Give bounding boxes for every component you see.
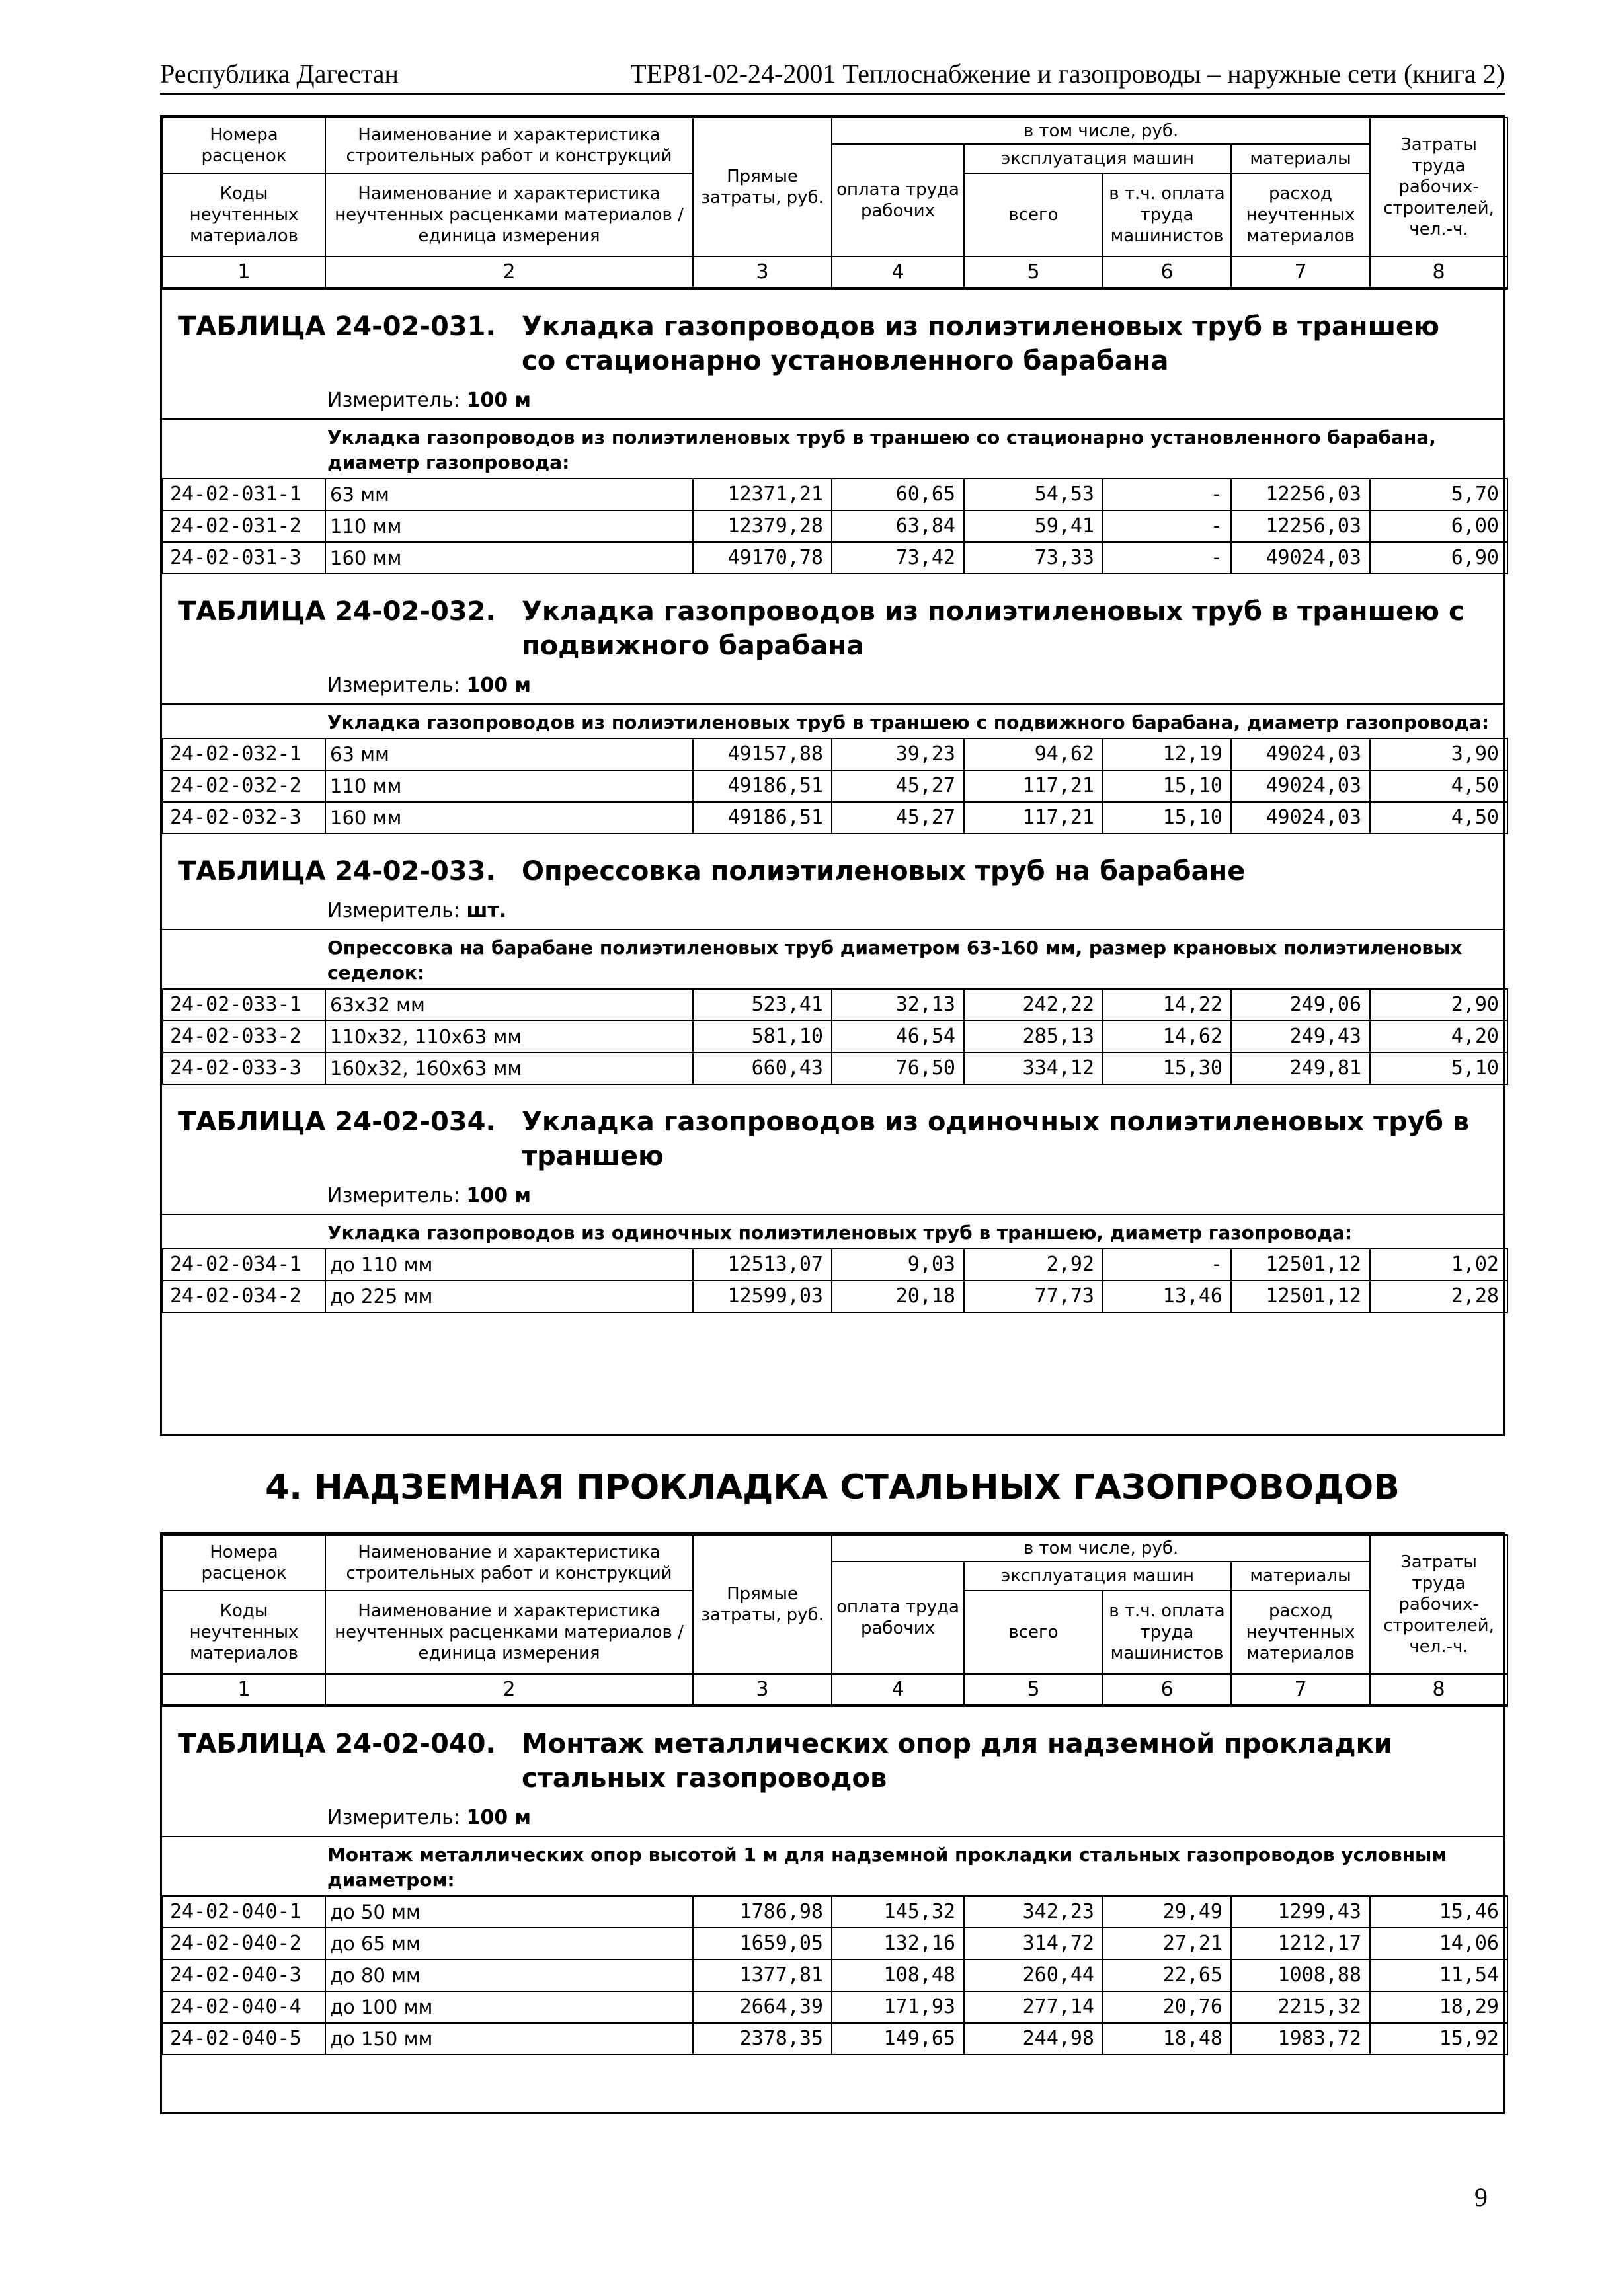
page-header: [160, 56, 1505, 95]
price-table-section: [162, 834, 1503, 1085]
column-number: 4: [832, 1674, 964, 1706]
rate-name: до 100 мм: [325, 1991, 693, 2023]
rate-value: 59,41: [964, 510, 1103, 542]
rate-value: 4,50: [1370, 802, 1507, 834]
rate-value: 15,46: [1370, 1896, 1507, 1928]
rate-value: 581,10: [693, 1021, 832, 1052]
measure-value: 100 м: [466, 1184, 532, 1207]
rates-table: [162, 1248, 1508, 1313]
rate-value: 12,19: [1103, 738, 1231, 770]
column-number: 4: [832, 257, 964, 288]
rate-value: 29,49: [1103, 1896, 1231, 1928]
column-header-table: [162, 1534, 1508, 1707]
section-title: [162, 834, 1503, 889]
rate-value: 77,73: [964, 1281, 1103, 1312]
header-material-usage: расход неучтенных материалов: [1231, 1591, 1370, 1674]
work-description: Укладка газопроводов из полиэтиленовых труб в траншею со стационарно установленного барабана, диаметр газопровода:: [162, 418, 1503, 478]
rate-value: 14,22: [1103, 989, 1231, 1021]
column-number: 7: [1231, 1674, 1370, 1706]
header-machine-total: всего: [964, 173, 1103, 257]
measure-label: Измеритель:: [327, 1806, 460, 1829]
header-machinist-pay: в т.ч. оплата труда машинистов: [1103, 1591, 1231, 1674]
rate-name: 63 мм: [325, 479, 693, 510]
rate-value: 285,13: [964, 1021, 1103, 1052]
rate-value: 249,43: [1231, 1021, 1370, 1052]
rate-name: до 65 мм: [325, 1928, 693, 1960]
table-header-slot: [162, 117, 1503, 290]
rate-value: 342,23: [964, 1896, 1103, 1928]
rate-name: до 150 мм: [325, 2023, 693, 2055]
measure-label: Измеритель:: [327, 389, 460, 412]
rate-code: 24-02-040-3: [163, 1960, 325, 1991]
header-work-name: Наименование и характеристика строительных работ и конструкций: [325, 1535, 693, 1591]
table-row: [163, 1960, 1507, 1991]
rate-name: 110 мм: [325, 770, 693, 802]
rate-value: 12379,28: [693, 510, 832, 542]
header-labor-costs: Затраты труда рабочих-строителей, чел.-ч.: [1370, 118, 1507, 257]
rates-table: [162, 478, 1508, 574]
rates-table: [162, 988, 1508, 1085]
column-number: 8: [1370, 257, 1507, 288]
table-row: [163, 1281, 1507, 1312]
table-code: ТАБЛИЦА 24-02-031.: [178, 311, 496, 342]
rate-value: 27,21: [1103, 1928, 1231, 1960]
rate-value: 15,92: [1370, 2023, 1507, 2055]
column-header-table: [162, 117, 1508, 290]
rate-name: 160 мм: [325, 542, 693, 574]
table-row: [163, 2023, 1507, 2055]
rate-value: 249,81: [1231, 1052, 1370, 1084]
rate-value: 5,70: [1370, 479, 1507, 510]
rate-value: 94,62: [964, 738, 1103, 770]
rate-value: 14,62: [1103, 1021, 1231, 1052]
work-description: Опрессовка на барабане полиэтиленовых труб диаметром 63-160 мм, размер крановых полиэтиленовых седелок:: [162, 929, 1503, 988]
rate-value: 108,48: [832, 1960, 964, 1991]
rate-value: 277,14: [964, 1991, 1103, 2023]
rate-value: 54,53: [964, 479, 1103, 510]
measure-unit: [162, 378, 1503, 418]
measure-unit: [162, 889, 1503, 929]
table-row: [163, 989, 1507, 1021]
rate-name: 63x32 мм: [325, 989, 693, 1021]
header-work-name: Наименование и характеристика строительных работ и конструкций: [325, 118, 693, 173]
section-title: [162, 1707, 1503, 1796]
table-row: [163, 770, 1507, 802]
rate-value: 314,72: [964, 1928, 1103, 1960]
table-title: Опрессовка полиэтиленовых труб на барабане: [522, 856, 1246, 887]
rate-value: 1983,72: [1231, 2023, 1370, 2055]
rate-value: -: [1103, 510, 1231, 542]
section-title: [162, 290, 1503, 378]
column-number: 3: [693, 257, 832, 288]
rate-value: 76,50: [832, 1052, 964, 1084]
rate-value: 12501,12: [1231, 1249, 1370, 1281]
header-document-title: ТЕР81-02-24-2001 Теплоснабжение и газопроводы – наружные сети (книга 2): [630, 59, 1505, 89]
table-code: ТАБЛИЦА 24-02-032.: [178, 596, 496, 627]
rate-value: 12513,07: [693, 1249, 832, 1281]
measure-value: 100 м: [466, 389, 532, 412]
rate-value: -: [1103, 479, 1231, 510]
rate-value: 49186,51: [693, 802, 832, 834]
price-table-frame-2: [160, 1532, 1505, 2114]
header-worker-pay: оплата труда рабочих: [832, 1562, 964, 1674]
table-row: [163, 1021, 1507, 1052]
rate-value: 6,00: [1370, 510, 1507, 542]
header-including: в том числе, руб.: [832, 118, 1370, 144]
rate-name: 110x32, 110x63 мм: [325, 1021, 693, 1052]
table-title: Укладка газопроводов из полиэтиленовых труб в траншею с подвижного барабана: [522, 596, 1464, 661]
rate-value: 20,76: [1103, 1991, 1231, 2023]
rate-name: 160 мм: [325, 802, 693, 834]
column-number: 1: [163, 1674, 325, 1706]
table-row: [163, 1928, 1507, 1960]
rate-value: 2664,39: [693, 1991, 832, 2023]
rate-value: 117,21: [964, 770, 1103, 802]
rate-value: 4,20: [1370, 1021, 1507, 1052]
header-material-name: Наименование и характеристика неучтенных расценками материалов / единица измерения: [325, 1591, 693, 1674]
rate-value: 45,27: [832, 802, 964, 834]
rate-value: 12256,03: [1231, 510, 1370, 542]
price-table-section: [162, 1085, 1503, 1313]
rate-code: 24-02-034-2: [163, 1281, 325, 1312]
header-material-name: Наименование и характеристика неучтенных расценками материалов / единица измерения: [325, 173, 693, 257]
rate-value: 1377,81: [693, 1960, 832, 1991]
work-description: Укладка газопроводов из полиэтиленовых труб в траншею с подвижного барабана, диаметр газопровода:: [162, 703, 1503, 738]
header-worker-pay: оплата труда рабочих: [832, 144, 964, 257]
rate-value: 145,32: [832, 1896, 964, 1928]
work-description: Монтаж металлических опор высотой 1 м для надземной прокладки стальных газопроводов условным диаметром:: [162, 1836, 1503, 1895]
rate-value: 18,48: [1103, 2023, 1231, 2055]
header-direct-costs: Прямые затраты, руб.: [693, 1535, 832, 1674]
rate-value: 2,92: [964, 1249, 1103, 1281]
measure-unit: [162, 1173, 1503, 1214]
rate-name: до 80 мм: [325, 1960, 693, 1991]
table-title: Укладка газопроводов из полиэтиленовых труб в траншею со стационарно установленного барабана: [522, 311, 1440, 376]
rate-value: 149,65: [832, 2023, 964, 2055]
rate-value: 171,93: [832, 1991, 964, 2023]
rate-value: 2,28: [1370, 1281, 1507, 1312]
rate-code: 24-02-033-3: [163, 1052, 325, 1084]
column-number: 5: [964, 257, 1103, 288]
rate-value: 15,30: [1103, 1052, 1231, 1084]
rate-name: до 50 мм: [325, 1896, 693, 1928]
rate-value: 13,46: [1103, 1281, 1231, 1312]
header-material-usage: расход неучтенных материалов: [1231, 173, 1370, 257]
measure-label: Измеритель:: [327, 1184, 460, 1207]
rate-value: 1299,43: [1231, 1896, 1370, 1928]
header-including: в том числе, руб.: [832, 1535, 1370, 1562]
table-row: [163, 1052, 1507, 1084]
rate-value: 32,13: [832, 989, 964, 1021]
table-row: [163, 1991, 1507, 2023]
rate-value: 15,10: [1103, 802, 1231, 834]
rates-table: [162, 738, 1508, 834]
rate-value: 9,03: [832, 1249, 964, 1281]
table-row: [163, 1249, 1507, 1281]
rate-value: 1,02: [1370, 1249, 1507, 1281]
rate-name: 110 мм: [325, 510, 693, 542]
rate-value: 11,54: [1370, 1960, 1507, 1991]
measure-label: Измеритель:: [327, 674, 460, 697]
rate-value: 39,23: [832, 738, 964, 770]
rate-value: 242,22: [964, 989, 1103, 1021]
rate-value: 46,54: [832, 1021, 964, 1052]
rate-code: 24-02-040-5: [163, 2023, 325, 2055]
measure-unit: [162, 1796, 1503, 1836]
rate-value: 334,12: [964, 1052, 1103, 1084]
rate-value: 49186,51: [693, 770, 832, 802]
table-header-slot: [162, 1534, 1503, 1707]
rate-value: 132,16: [832, 1928, 964, 1960]
rate-value: 6,90: [1370, 542, 1507, 574]
measure-value: шт.: [466, 899, 507, 922]
sections-container-1: [162, 290, 1503, 1313]
header-rate-number: Номера расценок: [163, 118, 325, 173]
rate-value: 18,29: [1370, 1991, 1507, 2023]
rate-value: -: [1103, 1249, 1231, 1281]
header-region: Республика Дагестан: [160, 59, 399, 89]
rate-value: 117,21: [964, 802, 1103, 834]
header-labor-costs: Затраты труда рабочих-строителей, чел.-ч.: [1370, 1535, 1507, 1674]
header-machinist-pay: в т.ч. оплата труда машинистов: [1103, 173, 1231, 257]
table-row: [163, 510, 1507, 542]
header-direct-costs: Прямые затраты, руб.: [693, 118, 832, 257]
column-number: 3: [693, 1674, 832, 1706]
rate-code: 24-02-031-2: [163, 510, 325, 542]
rate-value: 1786,98: [693, 1896, 832, 1928]
header-materials: материалы: [1231, 144, 1370, 173]
rate-value: 523,41: [693, 989, 832, 1021]
table-title: Монтаж металлических опор для надземной прокладки стальных газопроводов: [522, 1729, 1392, 1794]
header-machine-total: всего: [964, 1591, 1103, 1674]
rate-value: 2378,35: [693, 2023, 832, 2055]
rate-value: 14,06: [1370, 1928, 1507, 1960]
column-number: 7: [1231, 257, 1370, 288]
rate-value: 12256,03: [1231, 479, 1370, 510]
rate-value: 2215,32: [1231, 1991, 1370, 2023]
work-description: Укладка газопроводов из одиночных полиэтиленовых труб в траншею, диаметр газопровода:: [162, 1214, 1503, 1248]
rate-value: 22,65: [1103, 1960, 1231, 1991]
rate-value: 1008,88: [1231, 1960, 1370, 1991]
rate-value: 60,65: [832, 479, 964, 510]
rate-code: 24-02-040-4: [163, 1991, 325, 2023]
table-row: [163, 738, 1507, 770]
header-machine-operation: эксплуатация машин: [964, 1562, 1231, 1591]
column-number: 6: [1103, 257, 1231, 288]
section-title: [162, 574, 1503, 663]
rate-value: 3,90: [1370, 738, 1507, 770]
rate-value: 12599,03: [693, 1281, 832, 1312]
rate-value: 49170,78: [693, 542, 832, 574]
rate-name: до 225 мм: [325, 1281, 693, 1312]
price-table-section: [162, 290, 1503, 574]
rate-value: 660,43: [693, 1052, 832, 1084]
column-number: 2: [325, 257, 693, 288]
rate-name: до 110 мм: [325, 1249, 693, 1281]
rate-value: 73,33: [964, 542, 1103, 574]
rate-code: 24-02-032-1: [163, 738, 325, 770]
rate-value: 2,90: [1370, 989, 1507, 1021]
rate-value: 5,10: [1370, 1052, 1507, 1084]
column-number: 1: [163, 257, 325, 288]
rate-code: 24-02-032-3: [163, 802, 325, 834]
table-code: ТАБЛИЦА 24-02-033.: [178, 856, 496, 887]
rate-value: 49024,03: [1231, 770, 1370, 802]
rate-value: 63,84: [832, 510, 964, 542]
rates-table: [162, 1895, 1508, 2055]
rate-value: 49024,03: [1231, 542, 1370, 574]
rate-value: 49024,03: [1231, 738, 1370, 770]
table-row: [163, 1896, 1507, 1928]
rate-value: 12371,21: [693, 479, 832, 510]
measure-value: 100 м: [466, 1806, 532, 1829]
rate-value: -: [1103, 542, 1231, 574]
rate-code: 24-02-033-1: [163, 989, 325, 1021]
column-number: 8: [1370, 1674, 1507, 1706]
rate-value: 244,98: [964, 2023, 1103, 2055]
rate-code: 24-02-033-2: [163, 1021, 325, 1052]
rate-value: 73,42: [832, 542, 964, 574]
header-material-codes: Коды неучтенных материалов: [163, 1591, 325, 1674]
rate-value: 49157,88: [693, 738, 832, 770]
rate-code: 24-02-034-1: [163, 1249, 325, 1281]
header-materials: материалы: [1231, 1562, 1370, 1591]
rate-value: 49024,03: [1231, 802, 1370, 834]
column-number: 5: [964, 1674, 1103, 1706]
rate-name: 63 мм: [325, 738, 693, 770]
rate-code: 24-02-031-1: [163, 479, 325, 510]
measure-unit: [162, 663, 1503, 703]
rate-value: 249,06: [1231, 989, 1370, 1021]
header-material-codes: Коды неучтенных материалов: [163, 173, 325, 257]
price-table-section: [162, 1707, 1503, 2055]
column-number: 6: [1103, 1674, 1231, 1706]
rate-value: 1212,17: [1231, 1928, 1370, 1960]
measure-label: Измеритель:: [327, 899, 460, 922]
header-machine-operation: эксплуатация машин: [964, 144, 1231, 173]
rate-value: 4,50: [1370, 770, 1507, 802]
table-title: Укладка газопроводов из одиночных полиэтиленовых труб в траншею: [522, 1107, 1470, 1171]
measure-value: 100 м: [466, 674, 532, 697]
rate-value: 45,27: [832, 770, 964, 802]
table-row: [163, 542, 1507, 574]
table-row: [163, 802, 1507, 834]
table-code: ТАБЛИЦА 24-02-034.: [178, 1107, 496, 1137]
rate-code: 24-02-031-3: [163, 542, 325, 574]
rate-value: 12501,12: [1231, 1281, 1370, 1312]
table-code: ТАБЛИЦА 24-02-040.: [178, 1729, 496, 1759]
section-heading: 4. НАДЗЕМНАЯ ПРОКЛАДКА СТАЛЬНЫХ ГАЗОПРОВОДОВ: [265, 1468, 1400, 1507]
rate-value: 20,18: [832, 1281, 964, 1312]
rate-code: 24-02-040-1: [163, 1896, 325, 1928]
rate-code: 24-02-040-2: [163, 1928, 325, 1960]
column-number: 2: [325, 1674, 693, 1706]
rate-code: 24-02-032-2: [163, 770, 325, 802]
price-table-frame-1: [160, 115, 1505, 1436]
page-number: 9: [1474, 2182, 1488, 2212]
table-row: [163, 479, 1507, 510]
header-rate-number: Номера расценок: [163, 1535, 325, 1591]
rate-name: 160x32, 160x63 мм: [325, 1052, 693, 1084]
rate-value: 15,10: [1103, 770, 1231, 802]
sections-container-2: [162, 1707, 1503, 2055]
price-table-section: [162, 574, 1503, 834]
rate-value: 1659,05: [693, 1928, 832, 1960]
section-title: [162, 1085, 1503, 1173]
rate-value: 260,44: [964, 1960, 1103, 1991]
